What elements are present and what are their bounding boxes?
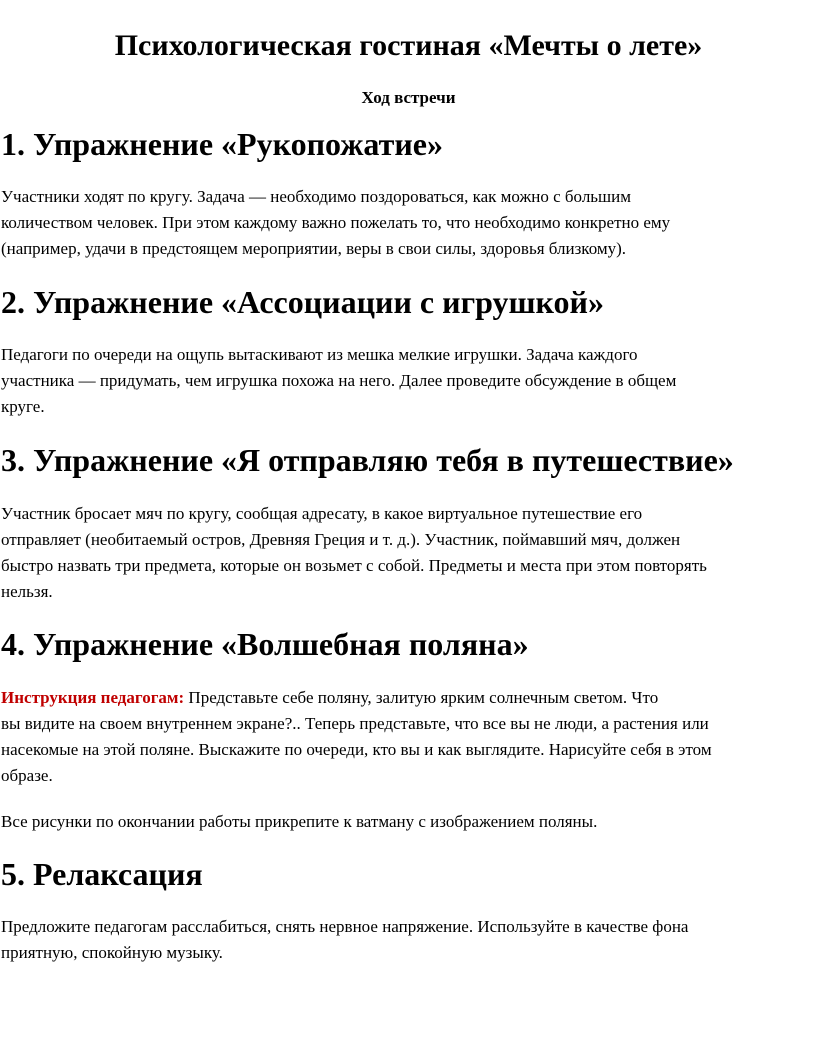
paragraph-line: количеством человек. При этом каждому важно пожелать то, что необходимо конкретно ему [1,213,671,232]
section-4-note: Все рисунки по окончании работы прикрепите к ватману с изображением поляны. [1,812,598,831]
paragraph-line: нельзя. [1,582,53,601]
paragraph-line: вы видите на своем внутреннем экране?.. Теперь представьте, что все вы не люди, а растения или [1,714,709,733]
section-1-paragraph [1,184,816,262]
paragraph-line [1,685,816,711]
section-3-heading: 3. Упражнение «Я отправляю тебя в путешествие» [1,442,734,478]
document-subtitle: Ход встречи [361,88,456,107]
paragraph-line: (например, удачи в предстоящем мероприятии, веры в свои силы, здоровья близкому). [1,239,627,258]
section-2-heading: 2. Упражнение «Ассоциации с игрушкой» [1,284,604,320]
instruction-label: Инструкция педагогам: [1,688,185,707]
paragraph-line: быстро назвать три предмета, которые он возьмет с собой. Предметы и места при этом повторять [1,556,707,575]
paragraph-line: круге. [1,397,45,416]
instruction-text: Представьте себе поляну, залитую ярким солнечным светом. Что [184,688,659,707]
paragraph-line: участника — придумать, чем игрушка похожа на него. Далее проведите обсуждение в общем [1,371,677,390]
section-2-paragraph [1,342,816,420]
section-4-paragraph [1,685,816,789]
section-3-paragraph [1,501,816,605]
paragraph-line: приятную, спокойную музыку. [1,943,223,962]
paragraph-line: Педагоги по очереди на ощупь вытаскивают из мешка мелкие игрушки. Задача каждого [1,345,638,364]
section-1-heading: 1. Упражнение «Рукопожатие» [1,126,443,162]
paragraph-line: Предложите педагогам расслабиться, снять нервное напряжение. Используйте в качестве фона [1,917,689,936]
document-title: Психологическая гостиная «Мечты о лете» [114,29,703,62]
paragraph-line: образе. [1,766,53,785]
section-5-heading: 5. Релаксация [1,856,203,892]
section-4-heading: 4. Упражнение «Волшебная поляна» [1,626,529,662]
paragraph-line: насекомые на этой поляне. Выскажите по очереди, кто вы и как выглядите. Нарисуйте себя в этом [1,740,712,759]
paragraph-line: Участник бросает мяч по кругу, сообщая адресату, в какое виртуальное путешествие его [1,504,643,523]
paragraph-line: Участники ходят по кругу. Задача — необходимо поздороваться, как можно с большим [1,187,632,206]
paragraph-line: отправляет (необитаемый остров, Древняя Греция и т. д.). Участник, поймавший мяч, должен [1,530,681,549]
section-5-paragraph [1,914,816,966]
